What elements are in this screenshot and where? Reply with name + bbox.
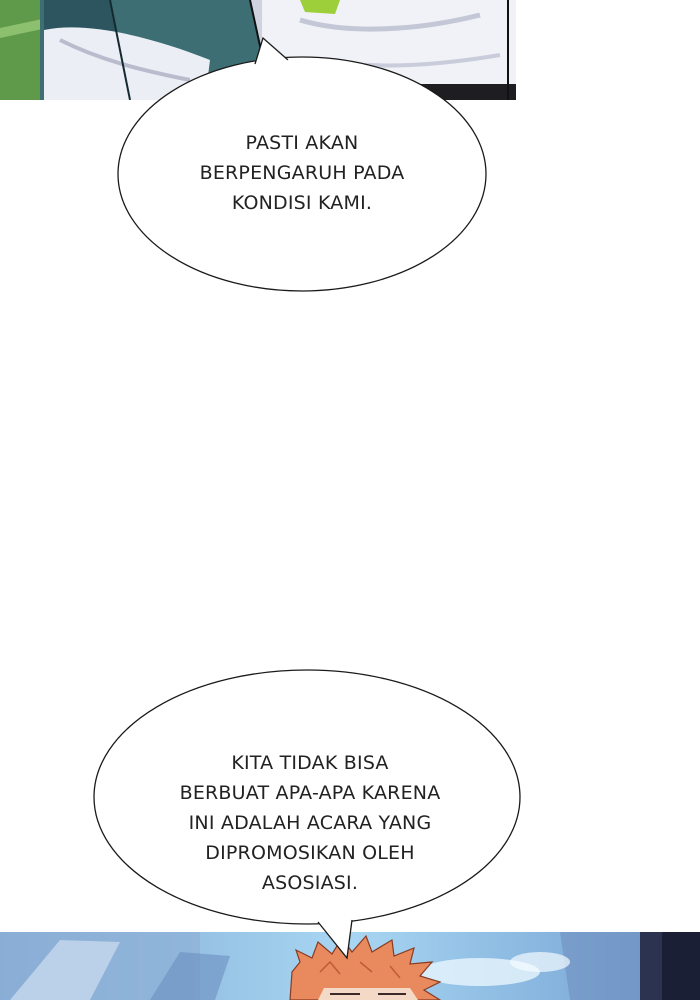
speech-bubble-1-line: PASTI AKAN — [245, 132, 359, 154]
speech-bubble-2-line: BERBUAT APA-APA KARENA — [179, 782, 441, 804]
speech-bubble-2-line: KITA TIDAK BISA — [231, 752, 389, 774]
speech-bubble-2-line: INI ADALAH ACARA YANG — [188, 812, 432, 834]
speech-bubble-1-line: KONDISI KAMI. — [231, 192, 373, 214]
speech-bubble-2-line: DIPROMOSIKAN OLEH — [205, 842, 415, 864]
speech-bubble-2-text — [137, 748, 483, 898]
speech-bubble-1-line: BERPENGARUH PADA — [199, 162, 405, 184]
speech-bubble-2-line: ASOSIASI. — [261, 872, 359, 894]
